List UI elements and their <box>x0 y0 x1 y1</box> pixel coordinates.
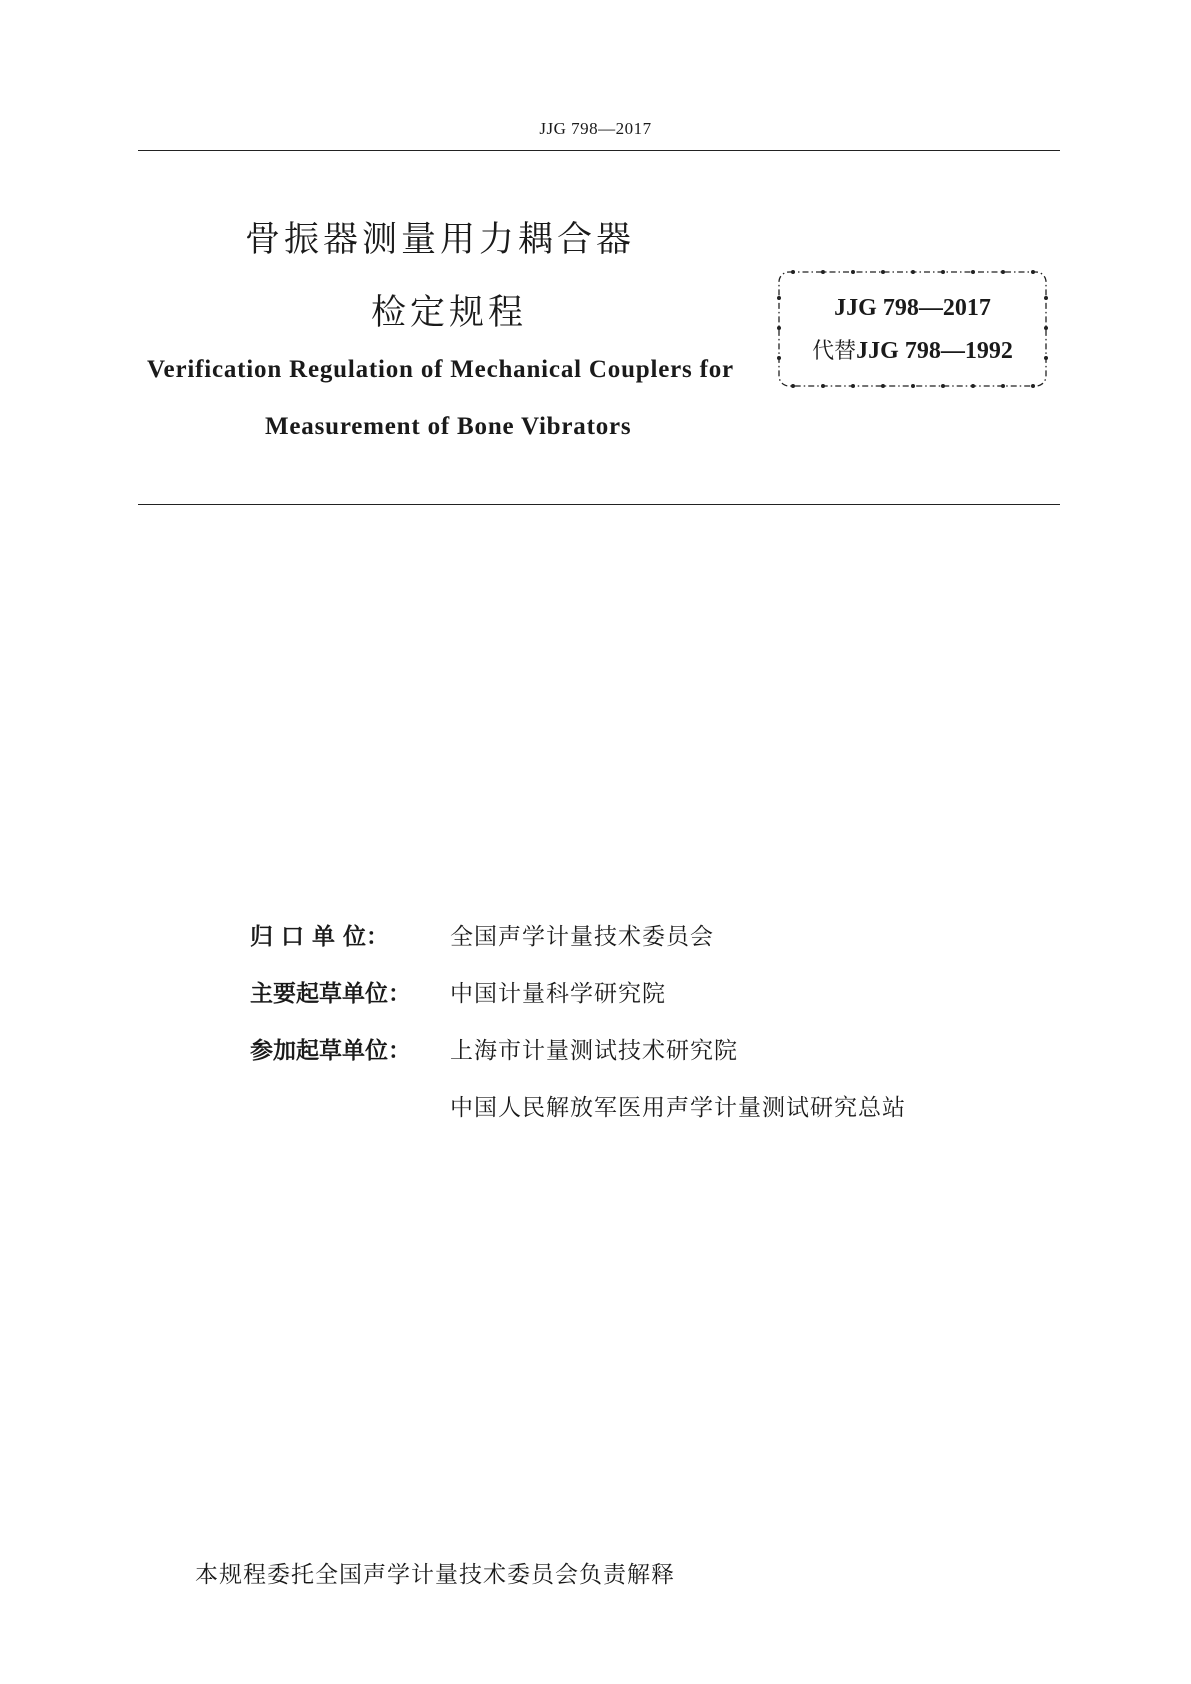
standard-code-box <box>775 268 1050 390</box>
decorative-border <box>775 268 1050 390</box>
org-label-participating: 参加起草单位： <box>250 1038 411 1064</box>
org-label-main-drafter: 主要起草单位： <box>250 981 411 1007</box>
org-value-participating-1: 上海市计量测试技术研究院 <box>450 1038 738 1064</box>
replaces-line <box>775 334 1050 365</box>
title-en-line2: Measurement of Bone Vibrators <box>265 413 632 440</box>
replaces-prefix: 代替 <box>812 339 857 364</box>
header-rule <box>138 150 1060 151</box>
title-en-line1: Verification Regulation of Mechanical Couplers for <box>147 356 734 383</box>
org-value-participating-2: 中国人民解放军医用声学计量测试研究总站 <box>450 1095 906 1121</box>
org-label-responsible: 归 口 单 位： <box>250 924 390 950</box>
title-rule <box>138 504 1060 505</box>
title-zh-line1: 骨振器测量用力耦合器 <box>245 220 636 260</box>
interpretation-note: 本规程委托全国声学计量技术委员会负责解释 <box>195 1562 675 1588</box>
replaced-code: JJG 798—1992 <box>856 338 1013 364</box>
title-zh-line2: 检定规程 <box>371 293 528 333</box>
org-value-main-drafter: 中国计量科学研究院 <box>450 981 666 1007</box>
running-header-code: JJG 798—2017 <box>539 119 652 138</box>
org-value-responsible: 全国声学计量技术委员会 <box>450 924 714 950</box>
standard-code: JJG 798—2017 <box>834 295 991 321</box>
